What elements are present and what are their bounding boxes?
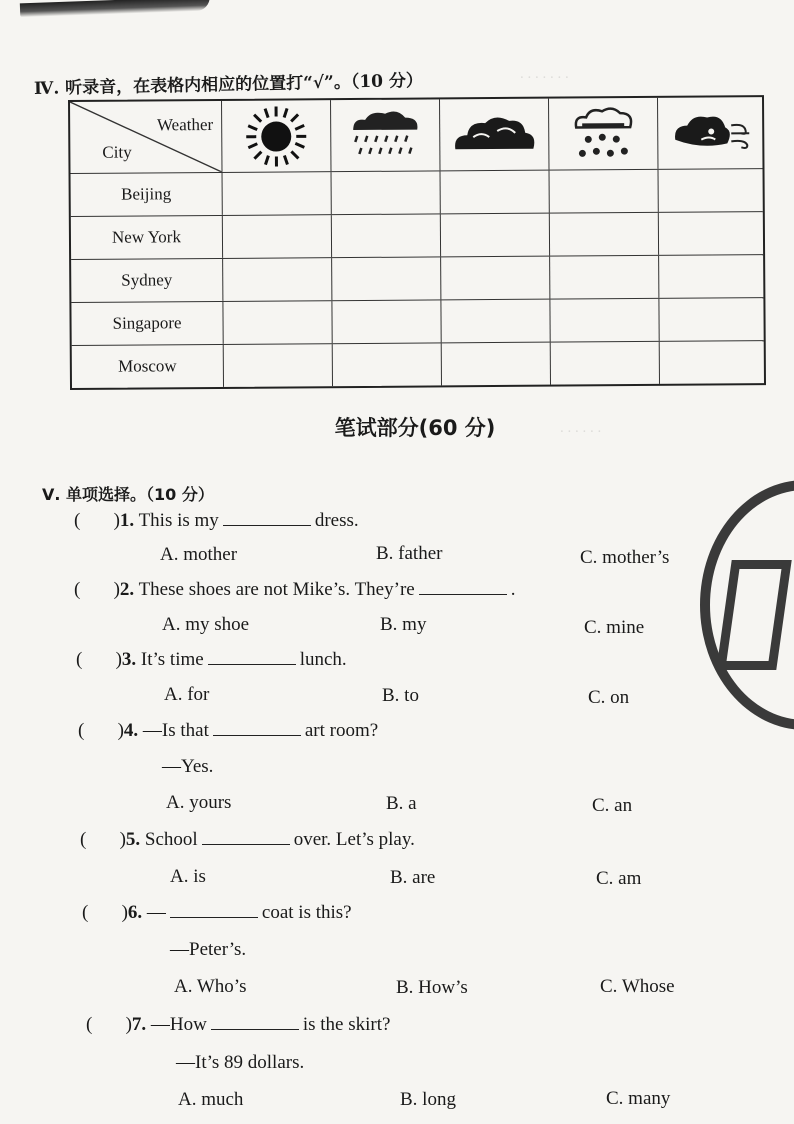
- weather-header-rainy: [331, 99, 440, 171]
- option-c[interactable]: C. Whose: [600, 976, 675, 997]
- question-text-after: coat is this?: [261, 902, 352, 923]
- option-a[interactable]: A. yours: [166, 792, 232, 813]
- weather-header-windy: [658, 97, 766, 169]
- option-b[interactable]: B. are: [390, 867, 436, 888]
- question-3: [76, 649, 347, 671]
- answer-paren[interactable]: ( ): [82, 902, 128, 923]
- weather-header-snowy: [549, 98, 658, 170]
- question-text-after: is the skirt?: [302, 1014, 391, 1035]
- option-a[interactable]: A. Who’s: [174, 976, 247, 997]
- weather-city-table: [68, 95, 766, 390]
- answer-paren[interactable]: ( ): [74, 510, 120, 531]
- answer-cell[interactable]: [659, 169, 767, 212]
- question-number: 3.: [121, 649, 137, 670]
- question-1: [74, 510, 359, 532]
- answer-cell[interactable]: [332, 214, 441, 257]
- bleed-through-text: . . . . . . .: [520, 66, 569, 82]
- answer-paren[interactable]: ( ): [80, 829, 126, 850]
- question-text-before: It’s time: [140, 649, 204, 670]
- answer-blank[interactable]: [208, 650, 296, 665]
- answer-blank[interactable]: [211, 1015, 299, 1030]
- scan-edge-shadow: [20, 0, 210, 17]
- answer-paren[interactable]: ( ): [86, 1014, 132, 1035]
- section-4-title: Ⅳ. 听录音，在表格内相应的位置打“√”。（10 分）: [33, 70, 424, 99]
- question-text-before: —: [146, 902, 166, 923]
- option-a[interactable]: A. my shoe: [162, 614, 250, 635]
- question-text-before: —How: [150, 1014, 207, 1035]
- cloudy-icon: [451, 110, 537, 159]
- bleed-through-text: . . . . . .: [560, 420, 602, 436]
- answer-cell[interactable]: [551, 342, 660, 385]
- answer-cell[interactable]: [659, 255, 767, 298]
- question-text-before: This is my: [138, 510, 219, 531]
- answer-cell[interactable]: [223, 301, 332, 344]
- answer-cell[interactable]: [223, 172, 332, 215]
- section-5-title: Ⅴ. 单项选择。（10 分）: [42, 485, 214, 504]
- option-a[interactable]: A. is: [170, 866, 206, 887]
- question-4: [78, 720, 378, 742]
- answer-cell[interactable]: [333, 343, 442, 386]
- option-c[interactable]: C. am: [596, 868, 642, 889]
- answer-cell[interactable]: [550, 213, 659, 256]
- answer-blank[interactable]: [223, 511, 311, 526]
- answer-cell[interactable]: [441, 214, 550, 257]
- answer-cell[interactable]: [550, 170, 659, 213]
- header-weather-label: Weather: [156, 114, 214, 135]
- question-7-reply: —It’s 89 dollars.: [176, 1052, 305, 1073]
- answer-cell[interactable]: [332, 171, 441, 214]
- answer-blank[interactable]: [202, 830, 290, 845]
- sunny-icon: [241, 104, 311, 168]
- answer-cell[interactable]: [659, 212, 767, 255]
- answer-cell[interactable]: [550, 299, 659, 342]
- option-c[interactable]: C. on: [588, 687, 630, 708]
- question-text-after: dress.: [314, 510, 359, 531]
- question-6-reply: —Peter’s.: [170, 939, 247, 960]
- question-7: [86, 1014, 390, 1036]
- answer-cell[interactable]: [332, 300, 441, 343]
- answer-cell[interactable]: [442, 343, 551, 386]
- question-number: 4.: [123, 720, 139, 741]
- question-2: [74, 579, 515, 601]
- question-text-after: art room?: [304, 720, 379, 741]
- answer-cell[interactable]: [224, 344, 333, 387]
- table-row: [71, 169, 763, 217]
- option-a[interactable]: A. much: [178, 1089, 244, 1110]
- question-number: 5.: [125, 829, 141, 850]
- question-number: 1.: [119, 510, 135, 531]
- option-c[interactable]: C. many: [606, 1088, 671, 1109]
- question-number: 2.: [119, 579, 135, 600]
- option-c[interactable]: C. mother’s: [580, 547, 670, 568]
- option-b[interactable]: B. How’s: [396, 977, 468, 998]
- question-text-before: School: [144, 829, 198, 850]
- answer-blank[interactable]: [213, 721, 301, 736]
- city-name: Moscow: [72, 345, 224, 388]
- answer-cell[interactable]: [223, 215, 332, 258]
- option-b[interactable]: B. long: [400, 1089, 456, 1110]
- answer-cell[interactable]: [441, 257, 550, 300]
- city-name: Beijing: [71, 173, 223, 216]
- question-text-after: .: [510, 579, 516, 600]
- option-c[interactable]: C. mine: [584, 617, 645, 638]
- answer-paren[interactable]: ( ): [76, 649, 122, 670]
- snowy-icon: [568, 103, 638, 165]
- answer-cell[interactable]: [441, 171, 550, 214]
- question-text-after: lunch.: [299, 649, 347, 670]
- table-row: [72, 341, 764, 388]
- option-b[interactable]: B. to: [382, 685, 419, 706]
- option-b[interactable]: B. a: [386, 793, 417, 814]
- header-corner-cell: [70, 101, 222, 173]
- question-5: [80, 829, 415, 851]
- table-header-row: [70, 97, 762, 174]
- table-row: [71, 298, 763, 346]
- city-name: Singapore: [71, 302, 223, 345]
- option-c[interactable]: C. an: [592, 795, 633, 816]
- answer-paren[interactable]: ( ): [74, 579, 120, 600]
- question-4-reply: —Yes.: [162, 756, 214, 777]
- windy-icon: [671, 109, 753, 158]
- answer-cell[interactable]: [550, 256, 659, 299]
- option-a[interactable]: A. for: [164, 684, 210, 705]
- answer-cell[interactable]: [441, 300, 550, 343]
- answer-cell[interactable]: [660, 341, 768, 384]
- table-row: [71, 255, 763, 303]
- question-text-before: —Is that: [142, 720, 209, 741]
- question-text-after: over. Let’s play.: [293, 829, 415, 850]
- table-row: [71, 212, 763, 260]
- option-b[interactable]: B. my: [380, 614, 427, 635]
- option-a[interactable]: A. mother: [160, 544, 238, 565]
- option-b[interactable]: B. father: [376, 543, 443, 564]
- city-name: New York: [71, 216, 223, 259]
- question-number: 7.: [131, 1014, 147, 1035]
- written-part-heading-text: 笔试部分(60 分): [334, 416, 496, 440]
- written-part-heading: [0, 412, 794, 442]
- answer-paren[interactable]: ( ): [78, 720, 124, 741]
- question-number: 6.: [127, 902, 143, 923]
- answer-cell[interactable]: [223, 258, 332, 301]
- rainy-icon: [345, 107, 425, 164]
- question-6: [82, 902, 352, 924]
- weather-header-sunny: [222, 100, 331, 172]
- weather-header-cloudy: [440, 99, 549, 171]
- answer-cell[interactable]: [659, 298, 767, 341]
- header-city-label: City: [102, 142, 132, 162]
- answer-blank[interactable]: [419, 580, 507, 595]
- answer-blank[interactable]: [170, 903, 258, 918]
- city-name: Sydney: [71, 259, 223, 302]
- answer-cell[interactable]: [332, 257, 441, 300]
- question-text-before: These shoes are not Mike’s. They’re: [138, 579, 415, 600]
- diagonal-line: [70, 101, 221, 173]
